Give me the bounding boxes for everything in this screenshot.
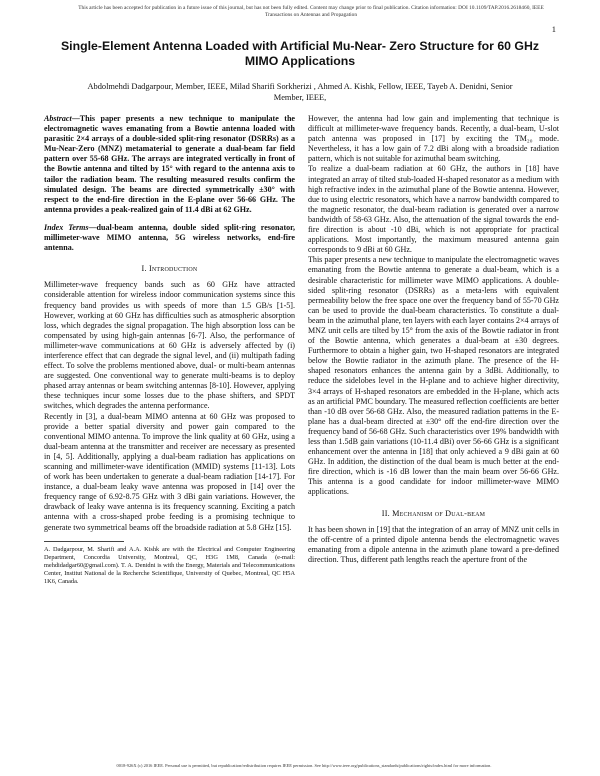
index-terms xyxy=(44,223,295,253)
section-heading-mechanism: II. Mechanism of Dual-beam xyxy=(381,508,486,518)
author-affiliation-footnote: A. Dadgarpour, M. Sharifi and A.A. Kishk are with the Electrical and Computer Engineering Department, Concordia University, Montreal, QC, H3G 1M8, Canada (e-mail: mehdidadgar60@gmail.com). T. A. Denidni is with the Energy, Materials and Telecommunications Center, Institut National de la Recherche Scientifique, University of Quebec, Montreal, QC H5A 1K6, Canada. xyxy=(44,545,295,585)
body-paragraph: This paper presents a new technique to manipulate the electromagnetic waves emanating from the Bowtie antenna to generate a dual-beam, which is a desirable characteristic for millimeter wave MIMO applications. A double-sided split-ring resonator (DSRRs) as a meta-lens with equivalent permeability below the free space one over the frequency band of 55-70 GHz can be used to provide the dual-beam characteristics. To constitute a dual-beam in the azimuthal plane, ten layers with each layer contains 2×4 arrays of MNZ unit cells are tilted by 15° from the axis of the Bowtie radiator in front of the Bowtie antenna, which generates a dual-beam at ±30 degrees. Furthermore to obtain a higher gain, two H-shaped resonators are integrated below the Bowtie radiator in the azimuth plane. The presence of the H-shaped resonators enhances the antenna gain by a 3dBi. Additionally, to reduce the sidelobes level in the H-plane and to achieve higher directivity, 3×4 arrays of H-shaped resonators are embedded in the H-plane, which acts as an artificial PMC boundary. The measured reflection coefficients are better than -10 dB over 56-68 GHz. Also, the measured radiation patterns in the E-plane has a dual-beam directed at ±30° off the end-fire direction over the frequency band of 56-68 GHz. Such characteristics over 19% bandwidth with less than 1.5dB gain variations (10-11.4 dBi) over 56-66 GHz is a significant enhancement over the antenna in [18] that only achieved a 9 dBi gain at 60 GHz. In addition, the distinction of the dual beam is much better at the end-fire direction, which is -16 dB lower than the main beam over 56-66 GHz. This antenna is a good candidate for indoor millimeter-wave MIMO applications. xyxy=(308,255,559,497)
abstract-text: —This paper presents a new technique to manipulate the electromagnetic waves emanating from a Bowtie antenna loaded with parasitic 2×4 arrays of a double-sided split-ring resonator (DSRRs) as a Mu-Near-Zero (MNZ) metamaterial to generate a dual-beam far field pattern over 55-68 GHz. The arrays are integrated vertically in front of the Bowtie antenna and tilted by 15° with regard to the antenna axis to tailor the radiation beam. The resulting measured results confirm the simulated design. The beams are directed symmetrically ±30° with respect to the end-fire direction in the E-plane over 56-66 GHz. The antenna provides a peak-realized gain of 11.4 dBi at 62 GHz. xyxy=(44,114,295,214)
footnote-divider xyxy=(44,541,124,542)
author-list: Abdolmehdi Dadgarpour, Member, IEEE, Milad Sharifi Sorkherizi , Ahmed A. Kishk, Fellow, IEEE, Tayeb A. Denidni, Senior Member, IEEE, xyxy=(87,82,513,102)
copyright-notice: 0018-926X (c) 2016 IEEE. Personal use is permitted, but republication/redistribution requires IEEE permission. See http://www.ieee.org/publications_standards/publications/rights/index.html for more information. xyxy=(116,763,492,768)
mechanism-paragraph: It has been shown in [19] that the integration of an array of MNZ unit cells in the off-centre of a printed dipole antenna bends the electromagnetic waves emanating from a dipole antenna in the azimuth plane toward a pre-defined direction. Thus, different path lengths reach the aperture front of the xyxy=(308,524,559,564)
abstract xyxy=(44,114,295,215)
abstract-label: Abstract xyxy=(44,114,72,123)
index-terms-text: —dual-beam antenna, double sided split-ring resonator, millimeter-wave MIMO antenna, 5G wireless networks, end-fire antenna. xyxy=(44,222,296,253)
intro-paragraph: Millimeter-wave frequency bands such as 60 GHz have attracted considerable attention for wireless indoor communication systems since this frequency band provides us with speeds of more than 1.5 GB/s [1-5]. However, working at 60 GHz has difficulties such as atmospheric absorption loss, which degrades the signal propagation. The high absorption loss can be compensated by using high-gain antennas [6-7]. Also, the performance of millimeter-wave communications at 60 GHz is adversely affected by (i) interference effect that can degrade the signal level, and (ii) multipath fading effect. To solve the problems mentioned above, dual- or multi-beam antennas are suggested. One conventional way to generate multi-beams is to deploy phased array antennas or beam switching antennas [8-10]. However, applying these techniques incur some losses due to the phase shifters, and SPDT switches, which degrades the antenna performance. xyxy=(44,280,295,411)
body-paragraph: To realize a dual-beam radiation at 60 GHz, the authors in [18] have integrated an array of tilted stub-loaded H-shaped resonator as a medium with high refractive index in the azimuthal plane of the Bowtie antenna. However, due to using electric resonators, which have a narrow bandwidth compared to the magnetic resonator, the dual-beam radiation is generated over a narrow bandwidth of 58-63 GHz. Also, the attenuation of the signal towards the end-fire direction is about -10 dBi, which is not appropriate for practical applications. Most importantly, the maximum measured antenna gain corresponds to 9 dBi at 60 GHz. xyxy=(308,164,559,255)
section-heading-introduction: I. Introduction xyxy=(141,264,198,274)
paper-title: Single-Element Antenna Loaded with Artificial Mu-Near- Zero Structure for 60 GHz MIMO Applications xyxy=(60,39,540,68)
right-column xyxy=(308,114,559,565)
publication-notice-line1: This article has been accepted for publication in a future issue of this journal, but has not been fully edited. Content may change prior to final publication. Citation information: DOI 10.1109/TAP.2016.2618460, IEEE xyxy=(78,5,544,11)
publication-notice-line2: Transactions on Antennas and Propagation xyxy=(264,12,358,18)
body-paragraph: However, the antenna had low gain and implementing that technique is difficult at millimeter-wave frequency bands. Recently, a dual-beam, U-slot patch antenna was proposed in [17] by exciting the TM₂₀ mode. Nevertheless, it has a low gain of 7.2 dBi along with a broadside radiation pattern, which is not suitable for azimuthal beam switching. xyxy=(308,114,559,164)
index-terms-label: Index Terms xyxy=(44,222,89,232)
left-column xyxy=(44,114,295,586)
intro-paragraph: Recently in [3], a dual-beam MIMO antenna at 60 GHz was proposed to provide a better spatial diversity and power gain compared to the conventional MIMO antenna. To improve the link quality at 60 GHz, using a dual-beam antenna at the transmitter and receiver are necessary as presented in [4, 5]. Additionally, applying a dual-beam radiation has applications on scanning and millimeter-wave identification (MMID) systems [11-13]. Lots of work has been undertaken to generate a dual-beam radiation [14-17]. For instance, a dual-beam leaky wave antenna was proposed in [14] over the frequency range of 6.92-8.75 GHz with 3 dBi gain variations. However, the drawback of leaky wave antenna is its frequency scanning. Exciting a patch antenna with a cross-shaped probe feeding is a promising technique to generate two symmetrical beams off the broadside radiation at 5.8 GHz [15]. xyxy=(44,411,295,532)
page-number: 1 xyxy=(551,24,556,34)
publication-notice xyxy=(66,5,556,19)
